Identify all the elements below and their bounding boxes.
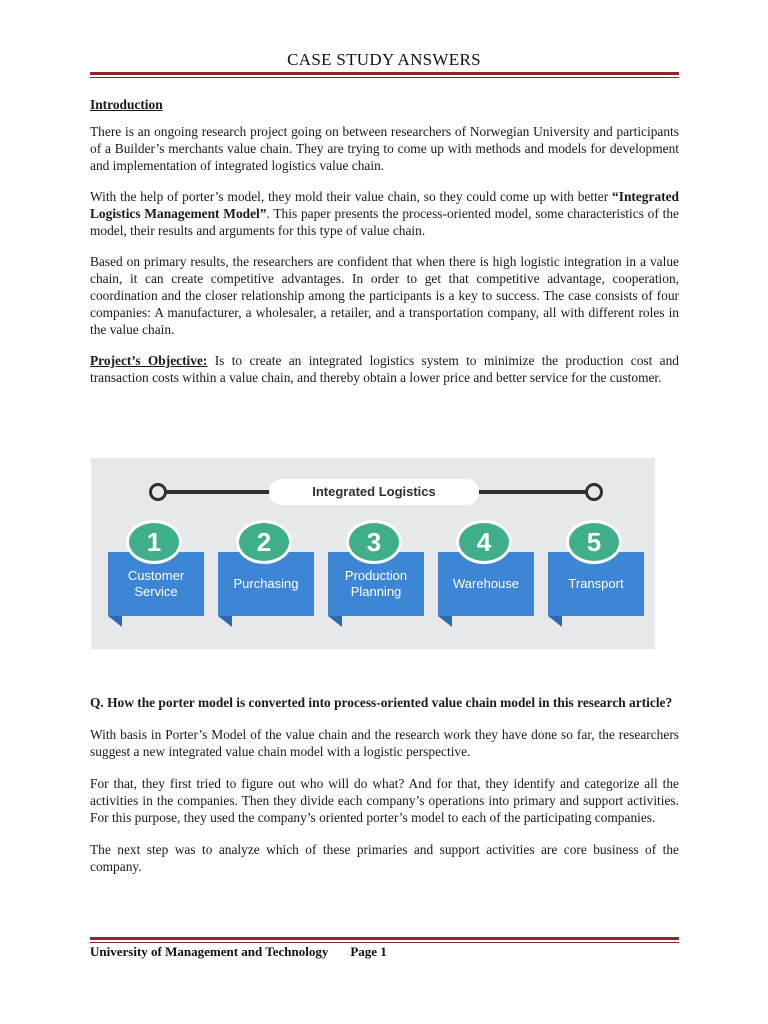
intro-p2-prefix: With the help of porter’s model, they mold their value chain, so they could come up with better (90, 189, 613, 204)
footer-institution: University of Management and Technology (90, 944, 329, 959)
objective-label: Project’s Objective: (90, 353, 208, 368)
intro-p2-suffix: . This paper presents the process-oriented model, some characteristics of the model, their results and arguments for this type of value chain. (90, 206, 679, 238)
card-fold (218, 616, 232, 627)
step-number-badge: 2 (236, 520, 292, 564)
step-label: Transport (548, 552, 644, 616)
intro-section (90, 96, 679, 400)
question: Q. How the porter model is converted into process-oriented value chain model in this research article? (90, 695, 673, 710)
objective-paragraph (90, 352, 679, 386)
card-fold (108, 616, 122, 627)
card-fold (438, 616, 452, 627)
intro-paragraph-2 (90, 188, 679, 239)
step-warehouse (438, 520, 534, 626)
model-name: “Integrated Logistics Management Model” (90, 189, 679, 221)
intro-paragraph-3: Based on primary results, the researchers are confident that when there is high logistic integration in a value chain, it can create competitive advantages. In order to get that competitive advantage, cooperation, coordination and the closer relationship among the participants is a key to success. The case consists of four companies: A manufacturer, a wholesaler, a retailer, and a transportation company, all with different roles in the value chain. (90, 254, 679, 337)
qa-section (90, 694, 679, 890)
answer-paragraph-2: For that, they first tried to figure out who will do what? And for that, they identify and categorize all the activities in the companies. Then they divide each company’s operations into primary and support activities. For this purpose, they used the company’s oriented porter’s model to each of the participating companies. (90, 776, 679, 825)
integrated-logistics-figure (91, 458, 655, 649)
connector-end-icon (585, 483, 603, 501)
step-label: Purchasing (218, 552, 314, 616)
step-number-badge: 1 (126, 520, 182, 564)
header-rule (90, 72, 679, 78)
step-label: Warehouse (438, 552, 534, 616)
card-fold (548, 616, 562, 627)
step-number-badge: 4 (456, 520, 512, 564)
step-number-badge: 5 (566, 520, 622, 564)
card-fold (328, 616, 342, 627)
answer-paragraph-1: With basis in Porter’s Model of the value chain and the research work they have done so far, the researchers suggest a new integrated value chain model with a logistic perspective. (90, 727, 679, 759)
answer-paragraph-3: The next step was to analyze which of these primaries and support activities are core business of the company. (90, 842, 679, 874)
objective-text: Is to create an integrated logistics system to minimize the production cost and transaction costs within a value chain, and thereby obtain a lower price and better service for the customer. (90, 353, 679, 385)
step-number-badge: 3 (346, 520, 402, 564)
footer-rule (90, 937, 679, 943)
figure-title: Integrated Logistics (269, 479, 479, 505)
document-title: CASE STUDY ANSWERS (287, 50, 481, 69)
page-number: Page 1 (350, 944, 387, 959)
page-footer (90, 944, 679, 960)
step-label: Production Planning (328, 552, 424, 616)
step-production-planning (328, 520, 424, 626)
step-customer-service (108, 520, 204, 626)
step-transport (548, 520, 644, 626)
intro-paragraph-1: There is an ongoing research project going on between researchers of Norwegian University and participants of a Builder’s merchants value chain. They are trying to come up with methods and models for development and implementation of integrated logistics value chain. (90, 124, 679, 173)
intro-heading: Introduction (90, 97, 163, 112)
connector-end-icon (149, 483, 167, 501)
step-label: Customer Service (108, 552, 204, 616)
step-purchasing (218, 520, 314, 626)
